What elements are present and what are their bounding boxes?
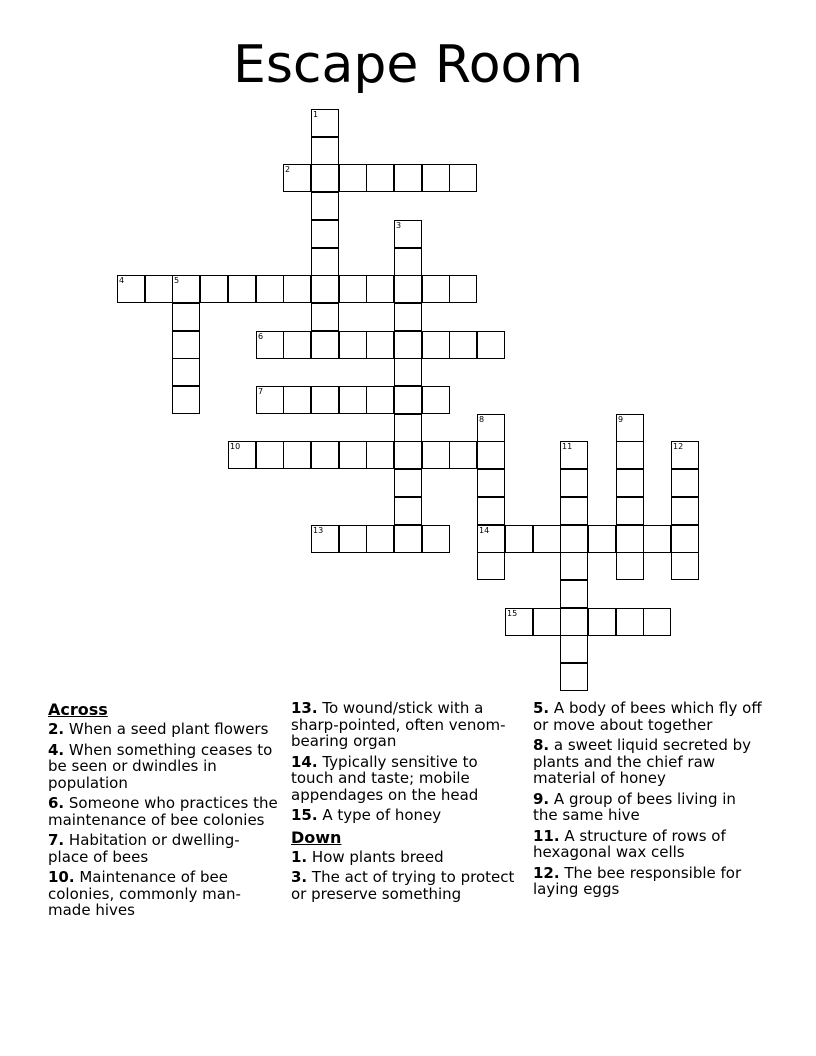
crossword-cell[interactable]: [394, 303, 422, 331]
crossword-cell[interactable]: [477, 497, 505, 525]
clue-number: 8.: [533, 736, 550, 754]
cell-number: 3: [396, 221, 402, 230]
crossword-cell[interactable]: [477, 552, 505, 580]
crossword-cell[interactable]: [616, 414, 644, 442]
crossword-cell[interactable]: [616, 608, 644, 636]
clue-column-3: [533, 700, 765, 902]
crossword-cell[interactable]: [311, 137, 339, 165]
crossword-cell[interactable]: [394, 469, 422, 497]
cell-number: 8: [479, 415, 485, 424]
clue-item: [533, 828, 765, 861]
crossword-cell[interactable]: [394, 441, 422, 469]
crossword-cell[interactable]: [643, 608, 671, 636]
clue-item: [48, 832, 280, 865]
clue-number: 13.: [291, 699, 318, 717]
clue-item: [291, 700, 523, 750]
crossword-cell[interactable]: [394, 414, 422, 442]
crossword-cell[interactable]: [283, 164, 311, 192]
crossword-cell[interactable]: [671, 552, 699, 580]
clue-text: a sweet liquid secreted by plants and the chief raw material of honey: [533, 736, 752, 787]
crossword-cell[interactable]: [616, 525, 644, 553]
crossword-cell[interactable]: [339, 331, 367, 359]
crossword-cell[interactable]: [311, 248, 339, 276]
clue-number: 10.: [48, 868, 75, 886]
crossword-cell[interactable]: [533, 525, 561, 553]
crossword-cell[interactable]: [560, 441, 588, 469]
crossword-cell[interactable]: [560, 635, 588, 663]
crossword-cell[interactable]: [256, 386, 284, 414]
crossword-cell[interactable]: [366, 386, 394, 414]
crossword-cell[interactable]: [145, 275, 173, 303]
clue-number: 5.: [533, 699, 550, 717]
crossword-cell[interactable]: [339, 164, 367, 192]
crossword-cell[interactable]: [311, 331, 339, 359]
crossword-cell[interactable]: [256, 275, 284, 303]
crossword-cell[interactable]: [339, 275, 367, 303]
clue-item: [48, 721, 280, 738]
crossword-cell[interactable]: [366, 525, 394, 553]
crossword-cell[interactable]: [505, 608, 533, 636]
crossword-cell[interactable]: [671, 469, 699, 497]
cell-number: 12: [673, 442, 684, 451]
crossword-cell[interactable]: [477, 469, 505, 497]
crossword-cell[interactable]: [449, 275, 477, 303]
crossword-cell[interactable]: [505, 525, 533, 553]
crossword-cell[interactable]: [616, 441, 644, 469]
clue-text: A structure of rows of hexagonal wax cells: [533, 826, 726, 861]
cell-number: 4: [119, 276, 125, 285]
crossword-cell[interactable]: [616, 497, 644, 525]
crossword-cell[interactable]: [366, 331, 394, 359]
clue-text: Typically sensitive to touch and taste; mobile appendages on the head: [291, 752, 479, 804]
crossword-cell[interactable]: [172, 358, 200, 386]
cell-number: 5: [174, 276, 180, 285]
clue-number: 11.: [533, 826, 560, 845]
crossword-cell[interactable]: [283, 441, 311, 469]
clue-item: [533, 865, 765, 898]
crossword-cell[interactable]: [200, 275, 228, 303]
crossword-cell[interactable]: [422, 441, 450, 469]
crossword-cell[interactable]: [311, 303, 339, 331]
crossword-cell[interactable]: [311, 164, 339, 192]
cell-number: 6: [258, 332, 264, 341]
crossword-cell[interactable]: [283, 331, 311, 359]
cell-number: 11: [562, 442, 573, 451]
crossword-cell[interactable]: [172, 386, 200, 414]
crossword-cell[interactable]: [422, 386, 450, 414]
clue-item: [291, 849, 523, 866]
clue-number: 15.: [291, 806, 318, 824]
crossword-cell[interactable]: [616, 469, 644, 497]
crossword-cell[interactable]: [366, 164, 394, 192]
crossword-cell[interactable]: [172, 303, 200, 331]
cell-number: 14: [479, 526, 490, 535]
clue-number: 2.: [48, 720, 65, 738]
crossword-cell[interactable]: [394, 275, 422, 303]
crossword-cell[interactable]: [172, 275, 200, 303]
clue-number: 14.: [291, 752, 318, 771]
crossword-cell[interactable]: [671, 525, 699, 553]
clue-number: 9.: [533, 789, 550, 808]
clue-heading-down: Down: [291, 827, 342, 847]
clue-text: Habitation or dwelling-place of bees: [48, 831, 240, 866]
clue-text: A type of honey: [317, 806, 442, 824]
crossword-cell[interactable]: [339, 441, 367, 469]
crossword-cell[interactable]: [311, 386, 339, 414]
clue-number: 6.: [48, 794, 65, 812]
crossword-cell[interactable]: [449, 441, 477, 469]
clue-text: A body of bees which fly off or move about together: [533, 699, 762, 734]
crossword-cell[interactable]: [311, 192, 339, 220]
crossword-cell[interactable]: [671, 441, 699, 469]
cell-number: 15: [507, 609, 518, 618]
crossword-cell[interactable]: [560, 608, 588, 636]
crossword-cell[interactable]: [394, 497, 422, 525]
cell-number: 2: [285, 165, 291, 174]
cell-number: 13: [313, 526, 324, 535]
crossword-cell[interactable]: [311, 525, 339, 553]
crossword-cell[interactable]: [394, 331, 422, 359]
clue-text: A group of bees living in the same hive: [533, 789, 736, 824]
crossword-cell[interactable]: [117, 275, 145, 303]
crossword-cell[interactable]: [394, 386, 422, 414]
crossword-cell[interactable]: [228, 275, 256, 303]
crossword-cell[interactable]: [339, 525, 367, 553]
crossword-cell[interactable]: [477, 331, 505, 359]
clue-number: 1.: [291, 847, 308, 866]
clue-text: When a seed plant flowers: [64, 720, 269, 738]
clue-heading-across: Across: [48, 700, 108, 719]
clue-item: [291, 754, 523, 804]
clue-item: [533, 737, 765, 787]
crossword-cell[interactable]: [477, 414, 505, 442]
clue-item: [291, 807, 523, 824]
crossword-cell[interactable]: [394, 220, 422, 248]
clue-text: When something ceases to be seen or dwindles in population: [48, 740, 273, 792]
clue-text: Someone who practices the maintenance of bee colonies: [48, 794, 278, 829]
cell-number: 10: [230, 442, 241, 451]
clue-text: How plants breed: [307, 847, 444, 866]
crossword-cell[interactable]: [228, 441, 256, 469]
crossword-cell[interactable]: [172, 331, 200, 359]
crossword-cell[interactable]: [283, 275, 311, 303]
clue-number: 4.: [48, 740, 65, 759]
clue-item: [533, 791, 765, 824]
crossword-cell[interactable]: [422, 331, 450, 359]
cell-number: 9: [618, 415, 624, 424]
clue-item: [291, 869, 523, 902]
crossword-cell[interactable]: [339, 386, 367, 414]
clue-text: The act of trying to protect or preserve something: [291, 868, 515, 903]
crossword-cell[interactable]: [477, 441, 505, 469]
cell-number: 7: [258, 387, 264, 396]
puzzle-title: Escape Room: [232, 35, 583, 95]
crossword-cell[interactable]: [394, 164, 422, 192]
crossword-cell[interactable]: [560, 580, 588, 608]
clue-item: [48, 869, 280, 919]
crossword-cell[interactable]: [366, 441, 394, 469]
crossword-cell[interactable]: [311, 441, 339, 469]
clue-item: [533, 700, 765, 733]
clue-item: [48, 742, 280, 792]
clue-item: [48, 795, 280, 828]
clue-number: 7.: [48, 831, 65, 849]
clue-text: To wound/stick with a sharp-pointed, often venom-bearing organ: [291, 699, 506, 750]
cell-number: 1: [313, 110, 319, 119]
crossword-cell[interactable]: [394, 358, 422, 386]
crossword-cell[interactable]: [394, 248, 422, 276]
crossword-cell[interactable]: [311, 275, 339, 303]
crossword-cell[interactable]: [560, 552, 588, 580]
clue-text: The bee responsible for laying eggs: [533, 863, 742, 898]
clue-text: Maintenance of bee colonies, commonly man-made hives: [48, 868, 241, 919]
crossword-cell[interactable]: [394, 525, 422, 553]
crossword-cell[interactable]: [422, 164, 450, 192]
crossword-cell[interactable]: [533, 608, 561, 636]
crossword-cell[interactable]: [283, 386, 311, 414]
crossword-cell[interactable]: [560, 663, 588, 691]
crossword-cell[interactable]: [560, 497, 588, 525]
crossword-cell[interactable]: [311, 109, 339, 137]
crossword-cell[interactable]: [422, 525, 450, 553]
crossword-cell[interactable]: [671, 497, 699, 525]
crossword-cell[interactable]: [560, 525, 588, 553]
crossword-cell[interactable]: [477, 525, 505, 553]
clue-number: 12.: [533, 863, 560, 882]
crossword-cell[interactable]: [560, 469, 588, 497]
crossword-cell[interactable]: [256, 441, 284, 469]
clue-column-2: [291, 700, 523, 906]
crossword-cell[interactable]: [588, 525, 616, 553]
crossword-cell[interactable]: [616, 552, 644, 580]
clue-number: 3.: [291, 868, 308, 886]
crossword-cell[interactable]: [311, 220, 339, 248]
crossword-cell[interactable]: [449, 331, 477, 359]
crossword-cell[interactable]: [422, 275, 450, 303]
crossword-cell[interactable]: [643, 525, 671, 553]
crossword-cell[interactable]: [366, 275, 394, 303]
crossword-cell[interactable]: [256, 331, 284, 359]
crossword-cell[interactable]: [588, 608, 616, 636]
clue-column-1: [48, 700, 280, 923]
crossword-cell[interactable]: [449, 164, 477, 192]
